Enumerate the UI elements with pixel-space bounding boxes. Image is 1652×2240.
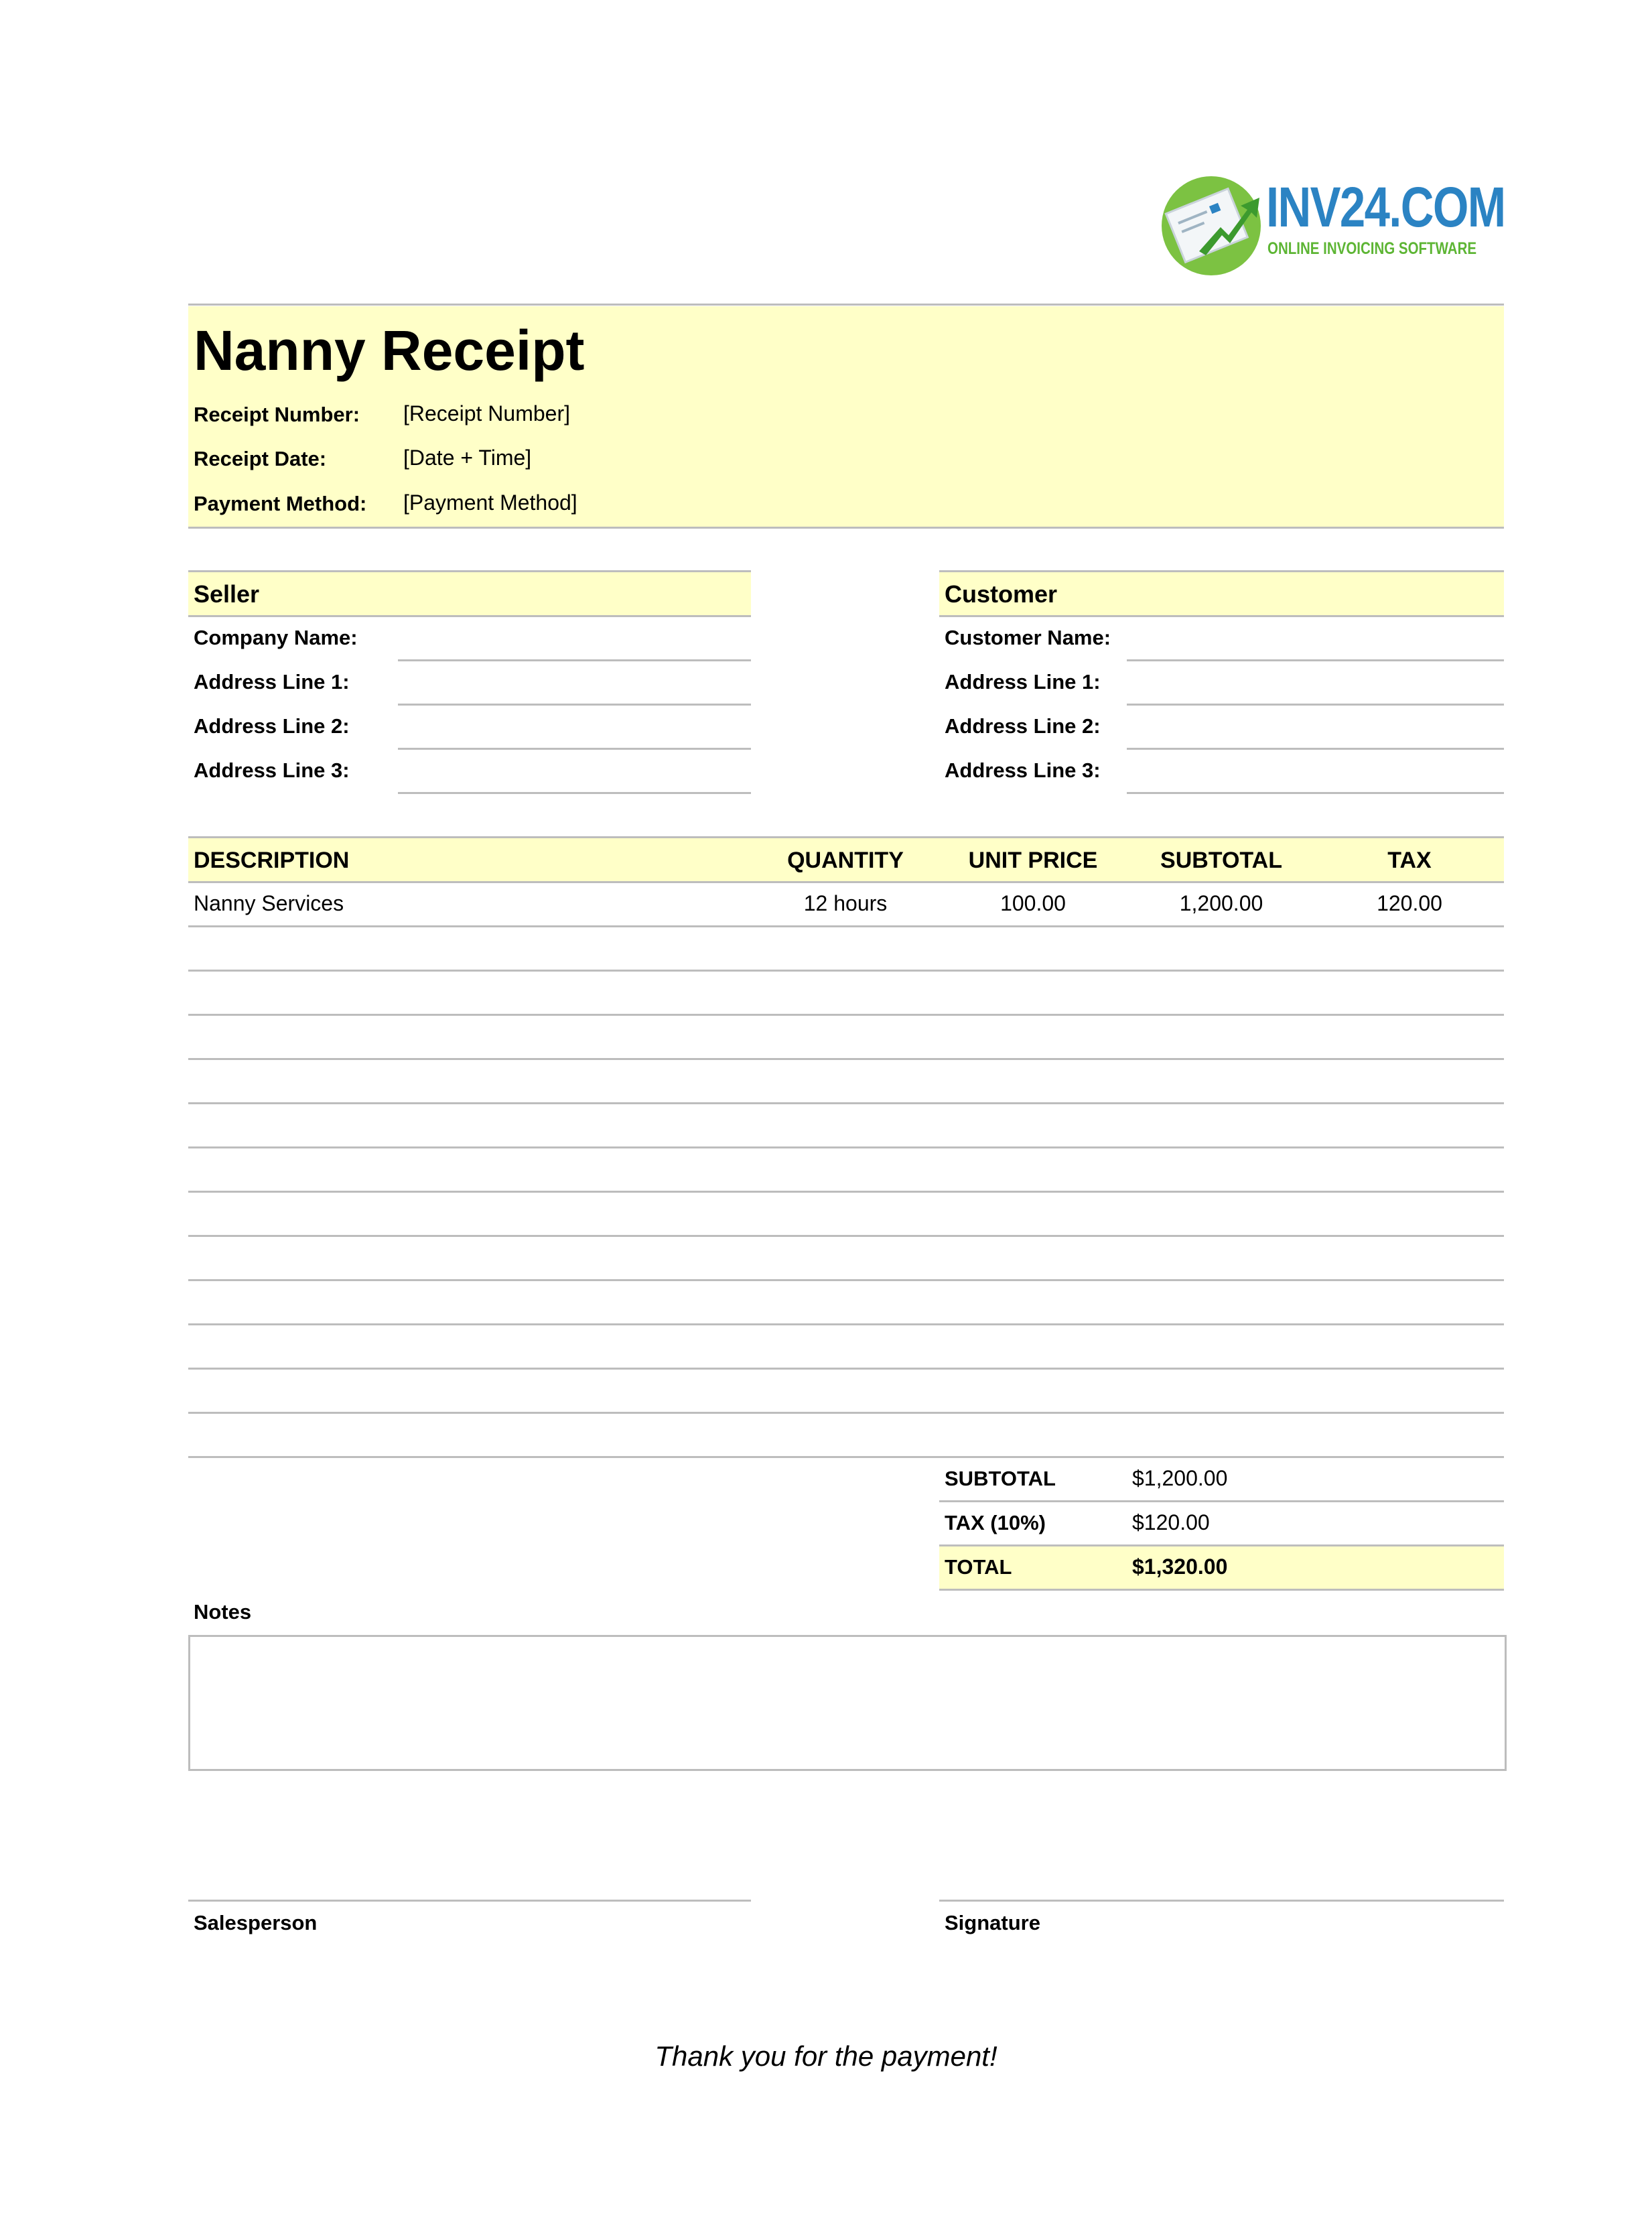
row-rule bbox=[188, 1235, 1504, 1237]
salesperson-line[interactable] bbox=[188, 1900, 751, 1902]
receipt-date-value: [Date + Time] bbox=[403, 446, 532, 470]
customer-heading bbox=[939, 572, 1504, 615]
total-label: TOTAL bbox=[945, 1555, 1012, 1579]
receipt-date-label: Receipt Date: bbox=[194, 447, 327, 470]
item-subtotal: 1,200.00 bbox=[1179, 891, 1263, 915]
seller-heading-text: Seller bbox=[194, 580, 260, 608]
logo-wordmark: INV24.COM bbox=[1266, 176, 1505, 239]
customer-name-field[interactable] bbox=[1127, 659, 1504, 661]
row-rule bbox=[188, 925, 1504, 927]
table-row bbox=[188, 883, 1504, 926]
signature-line[interactable] bbox=[939, 1900, 1504, 1902]
seller-heading bbox=[188, 572, 751, 615]
item-unit-price: 100.00 bbox=[1000, 891, 1066, 915]
row-rule bbox=[188, 1412, 1504, 1414]
tax-value: $120.00 bbox=[1132, 1510, 1210, 1534]
logo-icon bbox=[1159, 171, 1266, 278]
row-rule bbox=[188, 1368, 1504, 1370]
item-tax: 120.00 bbox=[1377, 891, 1442, 915]
seller-company-name-field[interactable] bbox=[398, 659, 751, 661]
seller-address-3-field[interactable] bbox=[398, 792, 751, 794]
receipt-header bbox=[188, 306, 1504, 528]
seller-company-name-label: Company Name: bbox=[194, 626, 358, 649]
receipt-number-label: Receipt Number: bbox=[194, 403, 360, 426]
logo-tagline: ONLINE INVOICING SOFTWARE bbox=[1267, 239, 1477, 258]
row-rule bbox=[188, 1058, 1504, 1060]
col-quantity: QUANTITY bbox=[787, 848, 904, 873]
thank-you-message: Thank you for the payment! bbox=[655, 2040, 997, 2072]
company-logo bbox=[1159, 171, 1505, 278]
seller-head-rule bbox=[188, 615, 751, 617]
col-subtotal: SUBTOTAL bbox=[1160, 848, 1282, 873]
items-table-header bbox=[188, 838, 1504, 881]
seller-address-3-label: Address Line 3: bbox=[194, 759, 350, 782]
seller-address-2-field[interactable] bbox=[398, 748, 751, 750]
page-title: Nanny Receipt bbox=[194, 319, 585, 382]
customer-address-2-label: Address Line 2: bbox=[945, 714, 1101, 738]
total-rule bbox=[939, 1589, 1504, 1591]
row-rule bbox=[188, 1456, 1504, 1458]
col-description: DESCRIPTION bbox=[194, 848, 350, 873]
salesperson-label: Salesperson bbox=[194, 1911, 318, 1934]
row-rule bbox=[188, 1146, 1504, 1148]
customer-address-3-field[interactable] bbox=[1127, 792, 1504, 794]
subtotal-value: $1,200.00 bbox=[1132, 1466, 1228, 1490]
seller-address-1-label: Address Line 1: bbox=[194, 670, 350, 694]
item-description: Nanny Services bbox=[194, 891, 344, 915]
seller-address-1-field[interactable] bbox=[398, 704, 751, 706]
customer-address-1-label: Address Line 1: bbox=[945, 670, 1101, 694]
item-quantity: 12 hours bbox=[803, 891, 888, 915]
customer-name-label: Customer Name: bbox=[945, 626, 1111, 649]
row-rule bbox=[188, 1191, 1504, 1193]
payment-method-label: Payment Method: bbox=[194, 492, 367, 515]
subtotal-label: SUBTOTAL bbox=[945, 1467, 1056, 1490]
header-bottom-rule bbox=[188, 527, 1504, 529]
notes-box[interactable] bbox=[188, 1635, 1507, 1771]
row-rule bbox=[188, 1014, 1504, 1016]
row-rule bbox=[188, 1279, 1504, 1281]
customer-address-3-label: Address Line 3: bbox=[945, 759, 1101, 782]
total-row bbox=[939, 1546, 1504, 1589]
row-rule bbox=[188, 1323, 1504, 1325]
customer-head-rule bbox=[939, 615, 1504, 617]
receipt-number-value: [Receipt Number] bbox=[403, 401, 570, 425]
row-rule bbox=[188, 1102, 1504, 1104]
seller-address-2-label: Address Line 2: bbox=[194, 714, 350, 738]
customer-heading-text: Customer bbox=[945, 580, 1058, 608]
customer-address-2-field[interactable] bbox=[1127, 748, 1504, 750]
tax-label: TAX (10%) bbox=[945, 1511, 1046, 1534]
col-tax: TAX bbox=[1387, 848, 1432, 873]
header-top-rule bbox=[188, 304, 1504, 306]
subtotal-rule bbox=[939, 1500, 1504, 1502]
col-unit-price: UNIT PRICE bbox=[968, 848, 1098, 873]
row-rule bbox=[188, 970, 1504, 972]
customer-address-1-field[interactable] bbox=[1127, 704, 1504, 706]
payment-method-value: [Payment Method] bbox=[403, 490, 577, 515]
signature-label: Signature bbox=[945, 1911, 1040, 1934]
notes-label: Notes bbox=[194, 1600, 252, 1624]
total-value: $1,320.00 bbox=[1132, 1555, 1228, 1579]
